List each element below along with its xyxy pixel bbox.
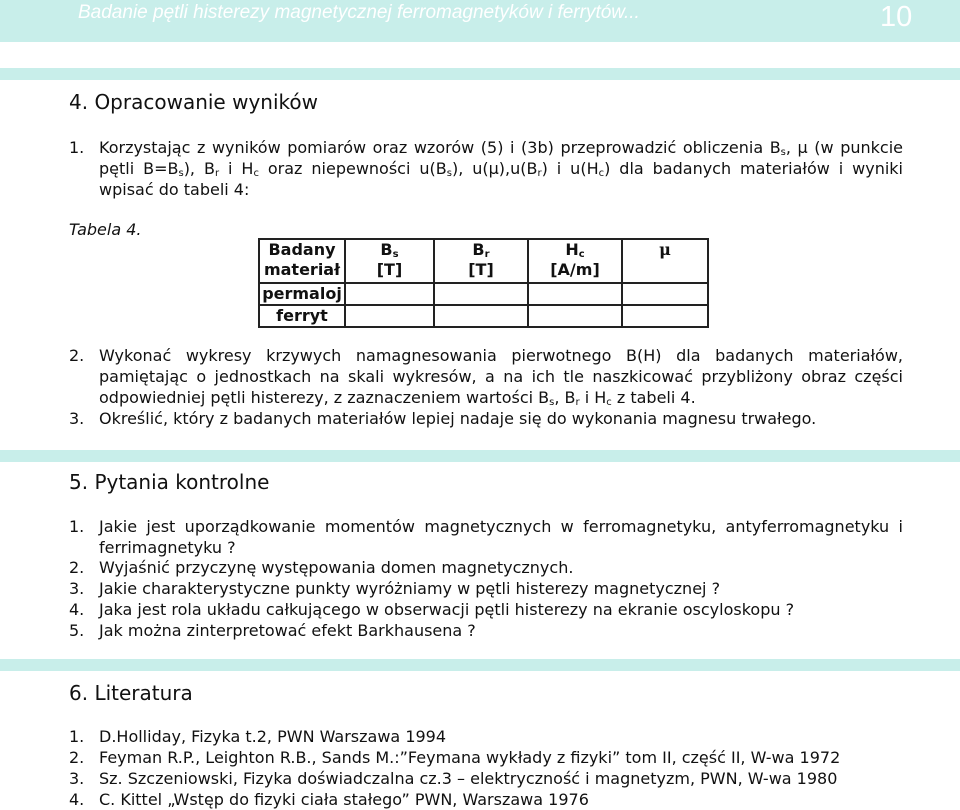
reference-1: D.Holliday, Fizyka t.2, PWN Warszawa 1994	[99, 727, 447, 746]
question-4: Jaka jest rola układu całkującego w obserwacji pętli histerezy na ekranie oscyloskopu ?	[99, 600, 795, 619]
question-1: Jakie jest uporządkowanie momentów magnetycznych w ferromagnetyku, antyferromagnetyku i ferrimagnetyku ?	[99, 517, 903, 557]
reference-number: 2.	[69, 748, 85, 767]
results-table	[258, 238, 709, 328]
section-divider	[0, 450, 960, 462]
reference-number: 3.	[69, 769, 85, 788]
reference-number: 4.	[69, 790, 85, 809]
item-3-text: Określić, który z badanych materiałów lepiej nadaje się do wykonania magnesu trwałego.	[99, 409, 817, 428]
question-number: 3.	[69, 579, 85, 598]
question-number: 4.	[69, 600, 85, 619]
page-number: 10	[880, 1, 913, 33]
question-3: Jakie charakterystyczne punkty wyróżniamy w pętli histerezy magnetycznej ?	[99, 579, 721, 598]
reference-2: Feyman R.P., Leighton R.B., Sands M.:”Feymana wykłady z fizyki” tom II, część II, W-wa 1972	[99, 748, 841, 767]
table-cell	[345, 305, 434, 327]
question-5: Jak można zinterpretować efekt Barkhausena ?	[99, 621, 476, 640]
table-cell	[622, 305, 708, 327]
question-2: Wyjaśnić przyczynę występowania domen magnetycznych.	[99, 558, 574, 577]
table-cell	[622, 283, 708, 305]
table-cell	[528, 305, 622, 327]
row-material-label: permaloj	[259, 283, 345, 305]
section-6-heading: 6. Literatura	[69, 681, 193, 705]
row-material-label: ferryt	[259, 305, 345, 327]
page-header	[0, 0, 960, 42]
header-br: $B_r$ [T]	[434, 239, 528, 283]
table-caption: Tabela 4.	[69, 220, 142, 239]
section-divider	[0, 68, 960, 80]
header-title: Badanie pętli histerezy magnetycznej ferromagnetyków i ferrytów...	[78, 2, 640, 23]
table-cell	[434, 283, 528, 305]
table-cell	[528, 283, 622, 305]
question-number: 5.	[69, 621, 85, 640]
header-hc: $H_c$ [A/m]	[528, 239, 622, 283]
question-number: 1.	[69, 517, 85, 536]
table-row	[259, 283, 708, 305]
table-row	[259, 305, 708, 327]
item-2-text: Wykonać wykresy krzywych namagnesowania pierwotnego B(H) dla badanych materiałów, pamiętając o jednostkach na skali wykresów, a na ich tle naszkicować przybliżony obraz części odpowiedniej pętli histerezy, z zaznaczeniem wartości $B_s$, $B_r$ i $H_c$ z tabeli 4.	[99, 346, 903, 408]
reference-3: Sz. Szczeniowski, Fizyka doświadczalna cz.3 – elektryczność i magnetyzm, PWN, W-wa 1980	[99, 769, 838, 788]
header-bs: $B_s$ [T]	[345, 239, 434, 283]
question-number: 2.	[69, 558, 85, 577]
reference-4: C. Kittel „Wstęp do fizyki ciała stałego” PWN, Warszawa 1976	[99, 790, 589, 809]
table-cell	[434, 305, 528, 327]
header-mu: μ	[622, 239, 708, 283]
reference-number: 1.	[69, 727, 85, 746]
item-1-number: 1.	[69, 138, 85, 157]
item-2-number: 2.	[69, 346, 85, 365]
section-5-heading: 5. Pytania kontrolne	[69, 470, 270, 494]
section-4-heading: 4. Opracowanie wyników	[69, 90, 318, 114]
item-3-number: 3.	[69, 409, 85, 428]
table-cell	[345, 283, 434, 305]
header-material: Badany materiał	[259, 239, 345, 283]
section-divider	[0, 659, 960, 671]
item-1-text: Korzystając z wyników pomiarów oraz wzorów (5) i (3b) przeprowadzić obliczenia $B_s$, μ (w punkcie pętli $B=B_s$), $B_r$ i $H_c$ oraz niepewności $u(B_s)$, $u(\mu),u(B_r)$ i $u(H_c)$ dla badanych materiałów i wyniki wpisać do tabeli 4:	[99, 138, 904, 199]
